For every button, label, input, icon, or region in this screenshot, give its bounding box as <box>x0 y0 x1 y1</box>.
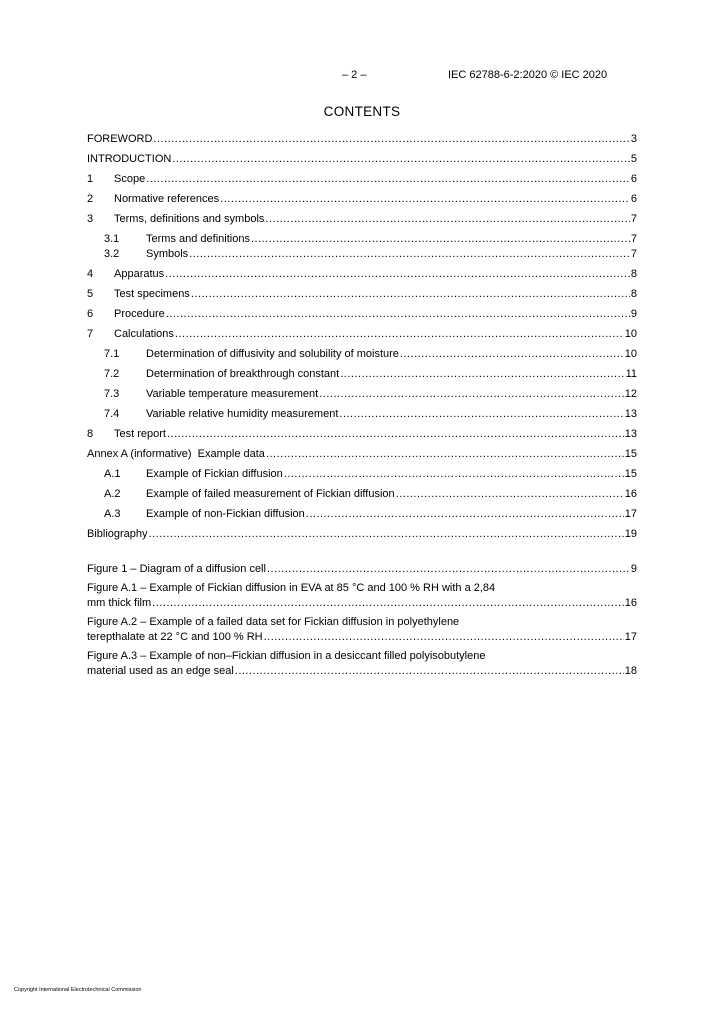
toc-entry-page: 10 <box>624 328 637 340</box>
toc-entry-title: Terms and definitions <box>146 233 250 245</box>
toc-entry-title: Example of non-Fickian diffusion <box>146 508 305 520</box>
toc-entry[interactable] <box>104 467 637 482</box>
figure-entry-page: 18 <box>624 665 637 677</box>
toc-entry-page: 15 <box>624 448 637 460</box>
figure-entry-title-continued: terepthalate at 22 °C and 100 % RH <box>87 631 263 643</box>
toc-entry-page: 9 <box>630 308 637 320</box>
toc-leader-dots <box>396 487 624 502</box>
toc-leader-dots <box>319 387 624 402</box>
toc-entry-number: 2 <box>87 193 94 205</box>
toc-entry-title: FOREWORD <box>87 133 153 145</box>
toc-entry-title: Determination of diffusivity and solubility of moisture <box>146 348 399 360</box>
toc-entry-title: Normative references <box>114 193 220 205</box>
table-of-contents <box>87 132 637 679</box>
toc-entry[interactable] <box>87 212 637 227</box>
toc-entry-title: Example of failed measurement of Fickian diffusion <box>146 488 395 500</box>
toc-entry-page: 13 <box>624 408 637 420</box>
figure-entry-title-continued: mm thick film <box>87 597 152 609</box>
toc-entry-number: 5 <box>87 288 94 300</box>
list-of-figures <box>87 562 637 679</box>
figure-entry[interactable] <box>87 581 637 611</box>
toc-leader-dots <box>284 467 624 482</box>
toc-entry-title: Variable relative humidity measurement <box>146 408 339 420</box>
toc-leader-dots <box>306 507 624 522</box>
toc-entry-page: 16 <box>624 488 637 500</box>
toc-entry-page: 6 <box>630 193 637 205</box>
toc-entry-page: 5 <box>630 153 637 165</box>
toc-entry[interactable] <box>104 247 637 262</box>
toc-entry-title: Test report <box>114 428 166 440</box>
page-header-standard: IEC 62788-6-2:2020 © IEC 2020 <box>448 69 608 81</box>
toc-leader-dots <box>165 267 630 282</box>
toc-leader-dots <box>264 630 624 645</box>
toc-entry[interactable] <box>87 527 637 542</box>
toc-entry-page: 7 <box>630 213 637 225</box>
toc-leader-dots <box>167 427 624 442</box>
toc-entry-number: 3 <box>87 213 94 225</box>
toc-entry-title: Test specimens <box>114 288 190 300</box>
toc-entries <box>87 132 637 542</box>
toc-entry-number: 6 <box>87 308 94 320</box>
toc-entry-title: Bibliography <box>87 528 148 540</box>
toc-leader-dots <box>149 527 624 542</box>
toc-leader-dots <box>146 172 630 187</box>
toc-entry-page: 8 <box>630 268 637 280</box>
toc-entry-number: 3.1 <box>104 233 120 245</box>
toc-entry-number: 8 <box>87 428 94 440</box>
toc-leader-dots <box>251 232 630 247</box>
toc-entry[interactable] <box>87 287 637 302</box>
figure-entry-title: Figure 1 – Diagram of a diffusion cell <box>87 563 266 575</box>
toc-entry[interactable] <box>104 367 637 382</box>
toc-leader-dots <box>220 192 630 207</box>
toc-entry-title: Calculations <box>114 328 174 340</box>
toc-entry[interactable] <box>104 347 637 362</box>
toc-entry-number: 7.3 <box>104 388 120 400</box>
figure-entry[interactable] <box>87 649 637 679</box>
page-header-number: – 2 – <box>342 69 367 81</box>
toc-entry-number: A.1 <box>104 468 121 480</box>
toc-leader-dots <box>191 287 630 302</box>
toc-entry-number: 4 <box>87 268 94 280</box>
toc-entry-page: 7 <box>630 233 637 245</box>
figure-entry-page: 9 <box>630 563 637 575</box>
figure-entry[interactable] <box>87 562 637 577</box>
toc-entry-page: 10 <box>624 348 637 360</box>
toc-entry-title: Terms, definitions and symbols <box>114 213 265 225</box>
toc-entry-number: A.2 <box>104 488 121 500</box>
figure-entry-page: 17 <box>624 631 637 643</box>
toc-entry-title: INTRODUCTION <box>87 153 172 165</box>
toc-leader-dots <box>266 447 624 462</box>
toc-entry-title: Symbols <box>146 248 189 260</box>
toc-entry[interactable] <box>87 447 637 462</box>
toc-entry-number: 7.1 <box>104 348 120 360</box>
toc-entry-title: Apparatus <box>114 268 165 280</box>
toc-entry-title: Variable temperature measurement <box>146 388 319 400</box>
toc-leader-dots <box>189 247 630 262</box>
toc-leader-dots <box>172 152 630 167</box>
figure-entry[interactable] <box>87 615 637 645</box>
toc-entry[interactable] <box>104 387 637 402</box>
toc-leader-dots <box>166 307 630 322</box>
toc-leader-dots <box>152 596 624 611</box>
toc-entry-number: 7 <box>87 328 94 340</box>
toc-entry[interactable] <box>87 172 637 187</box>
figure-entry-title-continued: material used as an edge seal <box>87 665 234 677</box>
toc-entry-page: 13 <box>624 428 637 440</box>
toc-entry-page: 17 <box>624 508 637 520</box>
toc-entry-title: Annex A (informative) Example data <box>87 448 265 460</box>
toc-entry-title: Procedure <box>114 308 165 320</box>
toc-entry-page: 15 <box>624 468 637 480</box>
toc-leader-dots <box>267 562 630 577</box>
toc-entry-title: Example of Fickian diffusion <box>146 468 283 480</box>
contents-title: CONTENTS <box>323 104 401 119</box>
toc-leader-dots <box>175 327 624 342</box>
toc-entry[interactable] <box>104 232 637 247</box>
toc-entry-title: Determination of breakthrough constant <box>146 368 340 380</box>
toc-entry-page: 3 <box>630 133 637 145</box>
toc-entry[interactable] <box>87 152 637 167</box>
toc-entry-number: 3.2 <box>104 248 120 260</box>
toc-entry-number: 1 <box>87 173 94 185</box>
toc-entry-page: 12 <box>624 388 637 400</box>
copyright-footer: Copyright International Electrotechnical Commission <box>14 987 142 993</box>
toc-entry[interactable] <box>87 192 637 207</box>
figure-entry-title: Figure A.2 – Example of a failed data set for Fickian diffusion in polyethylene <box>87 616 460 628</box>
figure-entry-title: Figure A.1 – Example of Fickian diffusion in EVA at 85 °C and 100 % RH with a 2,84 <box>87 582 496 594</box>
toc-leader-dots <box>265 212 629 227</box>
toc-leader-dots <box>340 367 624 382</box>
toc-entry-number: 7.2 <box>104 368 120 380</box>
toc-entry-page: 8 <box>630 288 637 300</box>
toc-entry-page: 6 <box>630 173 637 185</box>
toc-entry[interactable] <box>87 267 637 282</box>
toc-leader-dots <box>153 132 629 147</box>
toc-entry[interactable] <box>87 327 637 342</box>
figure-entry-page: 16 <box>624 597 637 609</box>
toc-entry-page: 11 <box>625 368 637 380</box>
toc-leader-dots <box>339 407 623 422</box>
toc-entry-page: 7 <box>630 248 637 260</box>
toc-entry[interactable] <box>87 427 637 442</box>
toc-entry[interactable] <box>104 407 637 422</box>
toc-entry-number: A.3 <box>104 508 121 520</box>
toc-entry[interactable] <box>87 132 637 147</box>
toc-entry[interactable] <box>87 307 637 322</box>
toc-leader-dots <box>235 664 624 679</box>
toc-entry[interactable] <box>104 507 637 522</box>
toc-entry[interactable] <box>104 487 637 502</box>
figure-entry-title: Figure A.3 – Example of non–Fickian diffusion in a desiccant filled polyisobutylene <box>87 650 486 662</box>
toc-entry-title: Scope <box>114 173 146 185</box>
toc-leader-dots <box>400 347 624 362</box>
toc-entry-page: 19 <box>624 528 637 540</box>
toc-entry-number: 7.4 <box>104 408 120 420</box>
